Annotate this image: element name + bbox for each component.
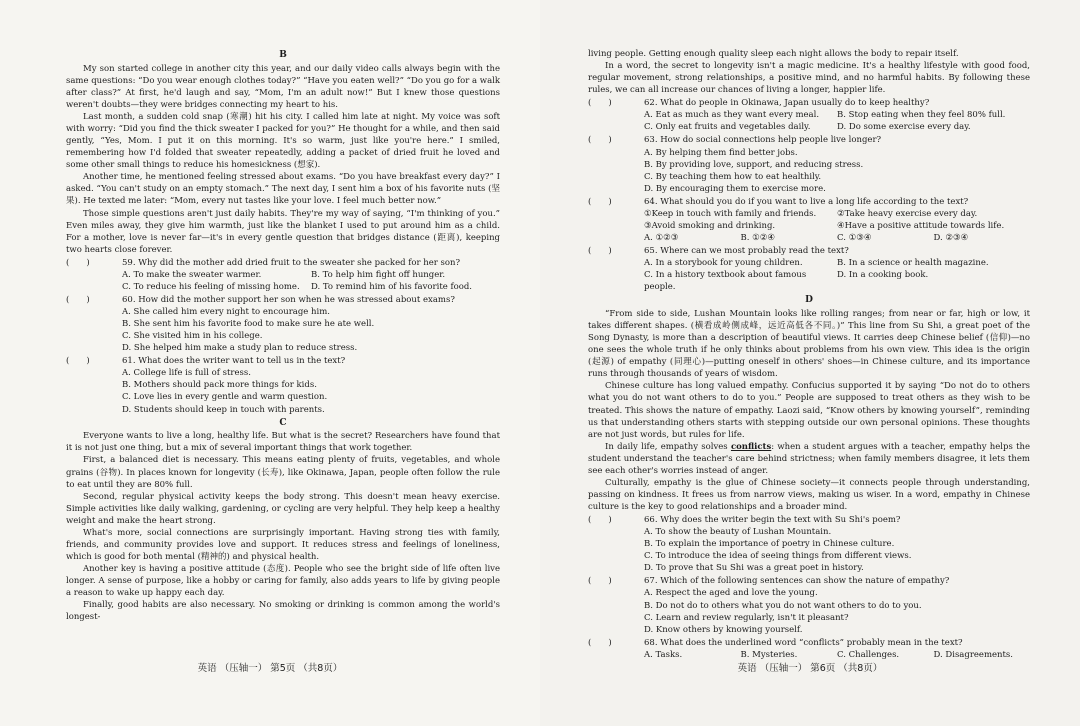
question-62 (588, 97, 1030, 133)
option-d: D. In a cooking book. (837, 270, 929, 281)
answer-blank[interactable]: ( ) (588, 196, 612, 207)
passage-b-paragraph: Another time, he mentioned feeling stressed about exams. “Do you have breakfast every day?” I asked. “You can't study on an empty stomach.” The next day, I sent him a box of his favorite nuts (坚果). He texted me later: “Mom, every nut tastes like your love. I feel much better now.” (66, 172, 500, 207)
passage-b-paragraph: Those simple questions aren't just daily habits. They're my way of saying, “I'm thinking of you.” Even miles away, they give him warmth, just like the blanket I used to put around him as a child. For a mother, love is never far—it's in every gentle question that bridges distance (距离), keeping two hearts close forever. (66, 208, 500, 255)
passage-d-paragraph: “From side to side, Lushan Mountain looks like rolling ranges; from near or far, high or low, it takes different shapes. (横看成岭侧成峰，远近高低各不同。)” This line from Su Shi, a great poet of the Song Dynasty, is more than a description of beautiful views. It carries deep Chinese belief (信仰)—no one sees the whole truth if he only thinks about problems from his own view. This idea is the origin (起源) of empathy (同理心)—putting oneself in others' shoes—in Chinese culture, and its importance runs through thousands of years of wisdom. (588, 309, 1030, 380)
question-text: 63. How do social connections help people live longer? (644, 135, 882, 146)
option-b: B. In a science or health magazine. (837, 258, 989, 269)
option-a: A. Tasks. (644, 649, 683, 660)
option-d: D. To prove that Su Shi was a great poet in history. (644, 563, 864, 574)
option-c: C. In a history textbook about famous people. (644, 270, 807, 293)
question-68 (588, 637, 1030, 661)
statement-4: ④Have a positive attitude towards life. (837, 220, 1005, 231)
section-b-title: B (279, 50, 287, 60)
option-d: D. ②③④ (933, 232, 969, 243)
option-a: A. College life is full of stress. (122, 368, 251, 379)
passage-c-paragraph: Everyone wants to live a long, healthy life. But what is the secret? Researchers have found that it is not just one thing, but a mix of several important things that work together. (66, 431, 500, 454)
answer-blank[interactable]: ( ) (588, 515, 612, 526)
question-text: 60. How did the mother support her son when he was stressed about exams? (122, 294, 455, 305)
question-text: 62. What do people in Okinawa, Japan usually do to keep healthy? (644, 98, 930, 109)
statement-2: ②Take heavy exercise every day. (837, 208, 978, 219)
page-footer-left: 英语 （压轴一） 第5页 （共8页） (197, 663, 343, 674)
question-61 (66, 355, 500, 415)
option-b: B. To help him fight off hunger. (311, 269, 446, 280)
option-b: B. Stop eating when they feel 80% full. (837, 110, 1006, 121)
answer-blank[interactable]: ( ) (66, 294, 90, 305)
option-b: B. ①②④ (740, 232, 776, 243)
option-c: C. By teaching them how to eat healthily. (644, 171, 822, 182)
option-b: B. To explain the importance of poetry in Chinese culture. (644, 539, 895, 550)
passage-d-paragraph: Chinese culture has long valued empathy. Confucius supported it by saying “Do not do to others what you do not want others to do to you.” People are supposed to treat others as they wish to be treated. This shows the nature of empathy. Laozi said, “Know others by knowing yourself”, reminding us that understanding others starts with stepping outside our own personal opinions. These thoughts are not just words, but rules for life. (588, 381, 1030, 440)
answer-blank[interactable]: ( ) (588, 135, 612, 146)
answer-blank[interactable]: ( ) (588, 246, 612, 256)
question-text: 61. What does the writer want to tell us in the text? (122, 356, 346, 367)
option-c: C. To introduce the idea of seeing things from different views. (644, 551, 912, 562)
option-d: D. She helped him make a study plan to reduce stress. (122, 343, 358, 354)
option-a: A. To show the beauty of Lushan Mountain. (644, 527, 832, 538)
option-b: B. By providing love, support, and reducing stress. (644, 159, 864, 170)
passage-b-paragraph: Last month, a sudden cold snap (寒潮) hit his city. I called him late at night. My voice was soft with worry: “Did you find the thick sweater I packed for you?” He thought for a while, and then said gently, “Yes, Mom. I put it on this morning. It's so warm, just like you're here.” I smiled, remembering how I'd folded that sweater repeatedly, adding a packet of dried fruit he loved and some other small things to reduce his homesickness (想家). (66, 112, 500, 171)
passage-d-paragraph (588, 441, 1030, 477)
passage-d-paragraph: Culturally, empathy is the glue of Chinese society—it connects people through understanding, passing on kindness. It frees us from narrow views, making us wiser. In a word, empathy in Chinese culture is the key to good relationships and a broader mind. (588, 477, 1030, 513)
option-b: B. She sent him his favorite food to make sure he ate well. (122, 319, 375, 330)
question-60 (66, 294, 500, 354)
option-c: C. Learn and review regularly, isn't it pleasant? (644, 612, 849, 623)
option-b: B. Mysteries. (740, 649, 798, 660)
paragraph-text: : when a student argues with a teacher, empathy helps the student understand the teacher's care behind strictness; when family members disagree, it lets them see each other's worries instead of anger. (588, 441, 1031, 476)
question-66 (588, 514, 1030, 574)
question-text: 66. Why does the writer begin the text with Su Shi's poem? (644, 515, 901, 526)
passage-c-paragraph: Second, regular physical activity keeps the body strong. This doesn't mean heavy exercise. Simple activities like daily walking, gardening, or cycling are very helpful. They help keep a healthy weight and make the heart strong. (66, 491, 500, 526)
option-a: A. To make the sweater warmer. (122, 269, 262, 280)
answer-blank[interactable]: ( ) (66, 257, 90, 268)
passage-c-paragraph: Finally, good habits are also necessary. No smoking or drinking is common among the world's longest- (66, 600, 500, 623)
answer-blank[interactable]: ( ) (588, 576, 612, 587)
option-c: C. To reduce his feeling of missing home. (122, 281, 300, 292)
underlined-word-conflicts: conflicts (730, 441, 772, 452)
section-d-title: D (805, 295, 813, 306)
passage-b-paragraph: My son started college in another city this year, and our daily video calls always begin with the same questions: “Do you wear enough clothes today?” “Have you eaten well?” “Do you go for a walk after class?” At first, he'd laugh and say, “Mom, I'm an adult now!” But I knew those questions weren't doubts—they were bridges connecting my heart to his. (66, 63, 501, 110)
passage-c-paragraph: In a word, the secret to longevity isn't a magic medicine. It's a healthy lifestyle with good food, regular movement, strong relationships, a positive mind, and no harmful habits. By following these rules, we can all increase our chances of living a longer, happier life. (588, 61, 1030, 96)
paragraph-text: In daily life, empathy solves (605, 441, 731, 452)
right-exam-page (540, 0, 1080, 726)
option-a: A. She called him every night to encourage him. (122, 307, 330, 318)
option-c: C. Only eat fruits and vegetables daily. (644, 122, 811, 133)
option-c: C. Love lies in every gentle and warm question. (122, 392, 328, 403)
answer-blank[interactable]: ( ) (588, 637, 612, 648)
question-64 (588, 196, 1030, 244)
option-d: D. Do some exercise every day. (837, 122, 971, 133)
answer-blank[interactable]: ( ) (588, 98, 612, 109)
question-65 (588, 245, 1030, 293)
statement-3: ③Avoid smoking and drinking. (644, 220, 776, 231)
passage-c-paragraph: Another key is having a positive attitude (态度). People who see the bright side of life often live longer. A sense of purpose, like a hobby or caring for family, also adds years to life by giving people a reason to wake up happy each day. (66, 564, 500, 599)
question-text: 65. Where can we most probably read the text? (644, 246, 849, 256)
option-a: A. Eat as much as they want every meal. (644, 110, 820, 121)
option-d: D. Students should keep in touch with parents. (122, 404, 325, 415)
question-67 (588, 575, 1030, 635)
question-text: 68. What does the underlined word “conflicts” probably mean in the text? (644, 637, 963, 648)
passage-c-paragraph: What's more, social connections are surprisingly important. Having strong ties with family, friends, and community provides love and support. It reduces stress and feelings of loneliness, which is good for both mental (精神的) and physical health. (66, 527, 500, 562)
question-63 (588, 134, 1030, 194)
passage-c-paragraph: First, a balanced diet is necessary. This means eating plenty of fruits, vegetables, and whole grains (谷物). In places known for longevity (长寿), like Okinawa, Japan, people often follow the rule to eat until they are 80% full. (66, 455, 500, 490)
option-b: B. Mothers should pack more things for kids. (122, 380, 317, 391)
page-footer-right: 英语 （压轴一） 第6页 （共8页） (737, 663, 883, 674)
statement-1: ①Keep in touch with family and friends. (644, 208, 817, 219)
question-text: 67. Which of the following sentences can show the nature of empathy? (644, 576, 950, 587)
section-c-title: C (279, 417, 287, 428)
option-c: C. Challenges. (837, 649, 900, 660)
question-text: 64. What should you do if you want to live a long life according to the text? (644, 196, 969, 207)
option-d: D. Know others by knowing yourself. (644, 624, 803, 635)
answer-blank[interactable]: ( ) (66, 356, 90, 367)
option-a: A. In a storybook for young children. (644, 258, 803, 269)
option-d: D. Disagreements. (933, 649, 1013, 660)
question-text: 59. Why did the mother add dried fruit to the sweater she packed for her son? (122, 257, 461, 268)
option-b: B. Do not do to others what you do not want others to do to you. (644, 600, 922, 611)
option-d: D. By encouraging them to exercise more. (644, 183, 826, 194)
option-c: C. ①③④ (837, 232, 872, 243)
option-a: A. Respect the aged and love the young. (644, 588, 818, 599)
option-a: A. ①②③ (644, 232, 679, 243)
option-a: A. By helping them find better jobs. (644, 147, 798, 158)
option-d: D. To remind him of his favorite food. (311, 281, 472, 292)
question-59 (66, 257, 500, 293)
option-c: C. She visited him in his college. (122, 331, 263, 342)
passage-c-continuation: living people. Getting enough quality sleep each night allows the body to repair itself. (588, 49, 959, 59)
